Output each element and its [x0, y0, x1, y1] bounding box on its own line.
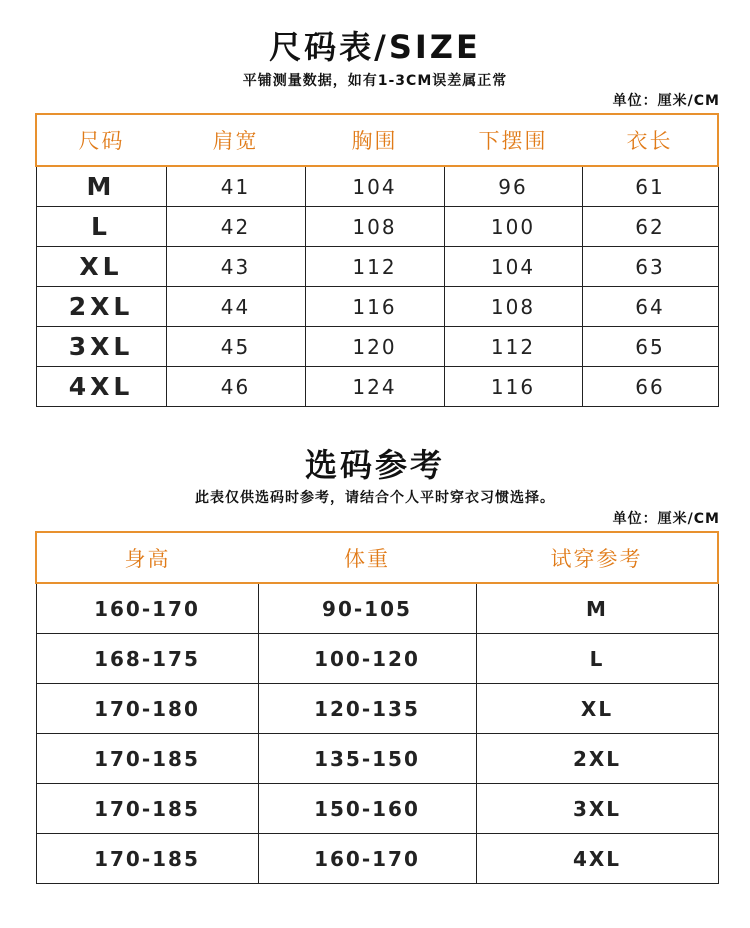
table-row [36, 207, 718, 247]
reference-header-row [36, 532, 718, 583]
weight-cell: 90-105 [258, 583, 476, 634]
hem-cell: 116 [444, 367, 582, 407]
reference-title: 选码参考 [304, 446, 445, 484]
size-cell: 3XL [36, 327, 166, 367]
table-row [36, 247, 718, 287]
length-cell: 66 [582, 367, 718, 407]
shoulder-cell: 42 [166, 207, 305, 247]
reference-table [35, 531, 719, 884]
table-row [36, 367, 718, 407]
hem-cell: 104 [444, 247, 582, 287]
size-cell: XL [36, 247, 166, 287]
table-row [36, 166, 718, 207]
height-cell: 168-175 [36, 634, 258, 684]
shoulder-cell: 46 [166, 367, 305, 407]
hem-cell: 96 [444, 166, 582, 207]
size-chart-table [35, 113, 719, 407]
height-cell: 170-180 [36, 684, 258, 734]
chest-cell: 108 [305, 207, 444, 247]
size-cell: 2XL [36, 287, 166, 327]
height-cell: 170-185 [36, 734, 258, 784]
chest-cell: 124 [305, 367, 444, 407]
shoulder-cell: 44 [166, 287, 305, 327]
header-fit: 试穿参考 [476, 532, 718, 583]
size-cell: L [36, 207, 166, 247]
table-row [36, 287, 718, 327]
table-row [36, 634, 718, 684]
shoulder-cell: 41 [166, 166, 305, 207]
header-size: 尺码 [36, 114, 166, 166]
height-cell: 160-170 [36, 583, 258, 634]
size-cell: M [36, 166, 166, 207]
fit-cell: M [476, 583, 718, 634]
length-cell: 64 [582, 287, 718, 327]
reference-unit: 单位：厘米/CM [612, 511, 720, 527]
weight-cell: 160-170 [258, 834, 476, 884]
height-cell: 170-185 [36, 784, 258, 834]
header-weight: 体重 [258, 532, 476, 583]
shoulder-cell: 45 [166, 327, 305, 367]
measurement-note: 平铺测量数据，如有1-3CM误差属正常 [242, 73, 508, 89]
length-cell: 62 [582, 207, 718, 247]
chest-cell: 112 [305, 247, 444, 287]
header-height: 身高 [36, 532, 258, 583]
weight-cell: 150-160 [258, 784, 476, 834]
fit-cell: 3XL [476, 784, 718, 834]
reference-note: 此表仅供选码时参考，请结合个人平时穿衣习惯选择。 [195, 490, 555, 506]
chest-cell: 104 [305, 166, 444, 207]
weight-cell: 100-120 [258, 634, 476, 684]
table-row [36, 684, 718, 734]
chest-cell: 120 [305, 327, 444, 367]
fit-cell: L [476, 634, 718, 684]
fit-cell: XL [476, 684, 718, 734]
fit-cell: 4XL [476, 834, 718, 884]
header-length: 衣长 [582, 114, 718, 166]
table-row [36, 834, 718, 884]
table-row [36, 734, 718, 784]
size-chart-header-row [36, 114, 718, 166]
table-row [36, 327, 718, 367]
hem-cell: 112 [444, 327, 582, 367]
length-cell: 61 [582, 166, 718, 207]
shoulder-cell: 43 [166, 247, 305, 287]
table-row [36, 784, 718, 834]
header-chest: 胸围 [305, 114, 444, 166]
fit-cell: 2XL [476, 734, 718, 784]
height-cell: 170-185 [36, 834, 258, 884]
size-cell: 4XL [36, 367, 166, 407]
hem-cell: 108 [444, 287, 582, 327]
size-chart-title: 尺码表/SIZE [269, 28, 481, 66]
hem-cell: 100 [444, 207, 582, 247]
header-hem: 下摆围 [444, 114, 582, 166]
weight-cell: 135-150 [258, 734, 476, 784]
chest-cell: 116 [305, 287, 444, 327]
header-shoulder: 肩宽 [166, 114, 305, 166]
size-chart-unit: 单位：厘米/CM [612, 93, 720, 109]
length-cell: 63 [582, 247, 718, 287]
length-cell: 65 [582, 327, 718, 367]
table-row [36, 583, 718, 634]
weight-cell: 120-135 [258, 684, 476, 734]
